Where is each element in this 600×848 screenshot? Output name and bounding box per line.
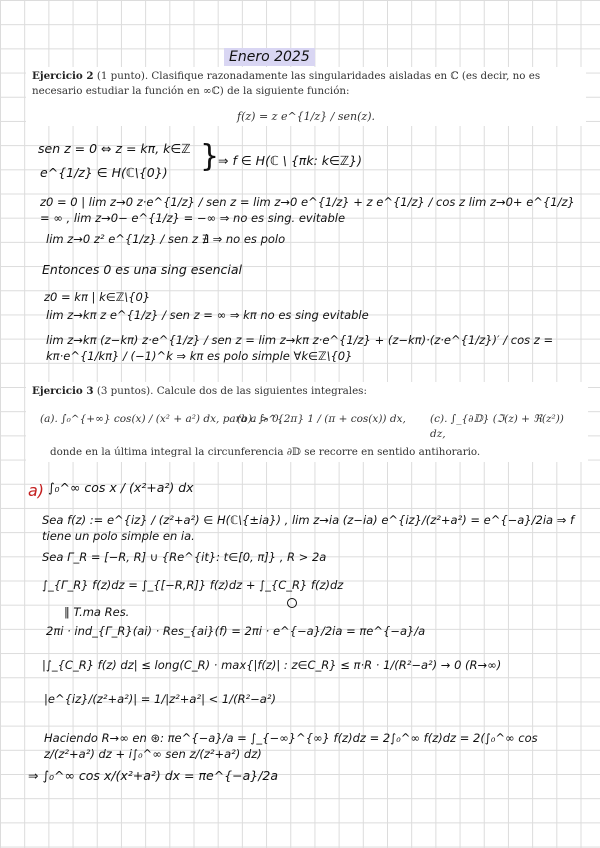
integral-c: (c). ∫_{∂𝔻} (ℑ(z) + ℜ(z²)) dz, (430, 413, 564, 440)
note-sen-zero: sen z = 0 ⇔ z = kπ, k∈ℤ (38, 141, 191, 156)
exercise-3-footnote: donde en la última integral la circunferencia ∂𝔻 se recorre en sentido antihorario. (50, 446, 481, 458)
note-essential-singularity: Entonces 0 es una sing esencial (42, 262, 243, 277)
note-exp-holomorphic: e^{1/z} ∈ H(ℂ\{0}) (40, 165, 168, 180)
note-define-f: Sea f(z) := e^{iz} / (z²+a²) ∈ H(ℂ\{±ia}) , lim z→ia (z−ia) e^{iz}/(z²+a²) = e^{−a}/2ia ⇒ f tiene un polo simple en ia. (42, 513, 575, 543)
exercise-3-statement (26, 382, 588, 462)
brace-icon: } (200, 139, 220, 174)
exercise-2-text: Clasifique razonadamente las singularidades aisladas en ℂ (es decir, no es necesario estudiar la función en ∞ℂ) de la siguiente función: (32, 70, 541, 97)
note-zk: z0 = kπ | k∈ℤ\{0} (44, 290, 151, 304)
note-f-holomorphic: ⇒ f ∈ H(ℂ \ {πk: k∈ℤ}) (218, 153, 363, 168)
integral-b: (b). ∫₀^{2π} 1 / (π + cos(x)) dx, (237, 413, 406, 425)
note-not-pole: lim z→0 z² e^{1/z} / sen z ∄ ⇒ no es polo (46, 232, 286, 246)
exercise-2-function: f(z) = z e^{1/z} / sen(z). (237, 110, 375, 123)
note-z0-limit: z0 = 0 | lim z→0 z·e^{1/z} / sen z = lim z→0 e^{1/z} + z e^{1/z} / cos z lim z→0+ e^{1/z} = ∞ , lim z→0− e^{1/z} = −∞ ⇒ no es sing. evitable (40, 195, 575, 225)
exercise-2-points: (1 punto). (96, 70, 149, 82)
exercise-2-statement (26, 67, 586, 126)
note-ml-estimate: |∫_{C_R} f(z) dz| ≤ long(C_R) · max{|f(z)| : z∈C_R} ≤ π·R · 1/(R²−a²) → 0 (R→∞) (42, 658, 502, 672)
exercise-3-heading: Ejercicio 3 (32, 385, 94, 397)
note-define-contour: Sea Γ_R = [−R, R] ∪ {Re^{it}: t∈[0, π]} , R > 2a (42, 550, 327, 564)
star-marker-icon (287, 598, 297, 608)
part-a-label: a) (28, 481, 45, 500)
note-kpi-simple-pole: lim z→kπ (z−kπ) z·e^{1/z} / sen z = lim z→kπ z·e^{1/z} + (z−kπ)·(z·e^{1/z})′ / cos z = kπ·e^{1/kπ} / (−1)^k ⇒ kπ es polo simple ∀k∈ℤ\{0} (46, 333, 554, 363)
note-integral-a: ∫₀^∞ cos x / (x²+a²) dx (48, 480, 194, 495)
note-residue-value: 2πi · ind_{Γ_R}(ai) · Res_{ai}(f) = 2πi · e^{−a}/2ia = πe^{−a}/a (46, 624, 426, 638)
exercise-3-text: Calcule dos de las siguientes integrales: (156, 385, 367, 397)
note-final-result: ⇒ ∫₀^∞ cos x/(x²+a²) dx = πe^{−a}/2a (28, 768, 279, 783)
note-contour-split: ∫_{Γ_R} f(z)dz = ∫_{[−R,R]} f(z)dz + ∫_{C_R} f(z)dz (42, 578, 344, 592)
exercise-3-points: (3 puntos). (96, 385, 154, 397)
integral-a: (a). ∫₀^{+∞} cos(x) / (x² + a²) dx, para a > 0, (40, 413, 283, 425)
integrals-row (32, 399, 582, 445)
note-bound: |e^{iz}/(z²+a²)| = 1/|z²+a²| < 1/(R²−a²) (44, 692, 276, 706)
note-residue-theorem: ‖ T.ma Res. (64, 605, 130, 619)
exercise-2-heading: Ejercicio 2 (32, 70, 94, 82)
note-limit-R: Haciendo R→∞ en ⊛: πe^{−a}/a = ∫_{−∞}^{∞} f(z)dz = 2∫₀^∞ f(z)dz = 2(∫₀^∞ cos z/(z²+a²) dz + i∫₀^∞ sen z/(z²+a²) dz) (44, 731, 538, 761)
note-kpi-not-removable: lim z→kπ z e^{1/z} / sen z = ∞ ⇒ kπ no es sing evitable (46, 308, 369, 322)
page-title: Enero 2025 (224, 48, 315, 66)
